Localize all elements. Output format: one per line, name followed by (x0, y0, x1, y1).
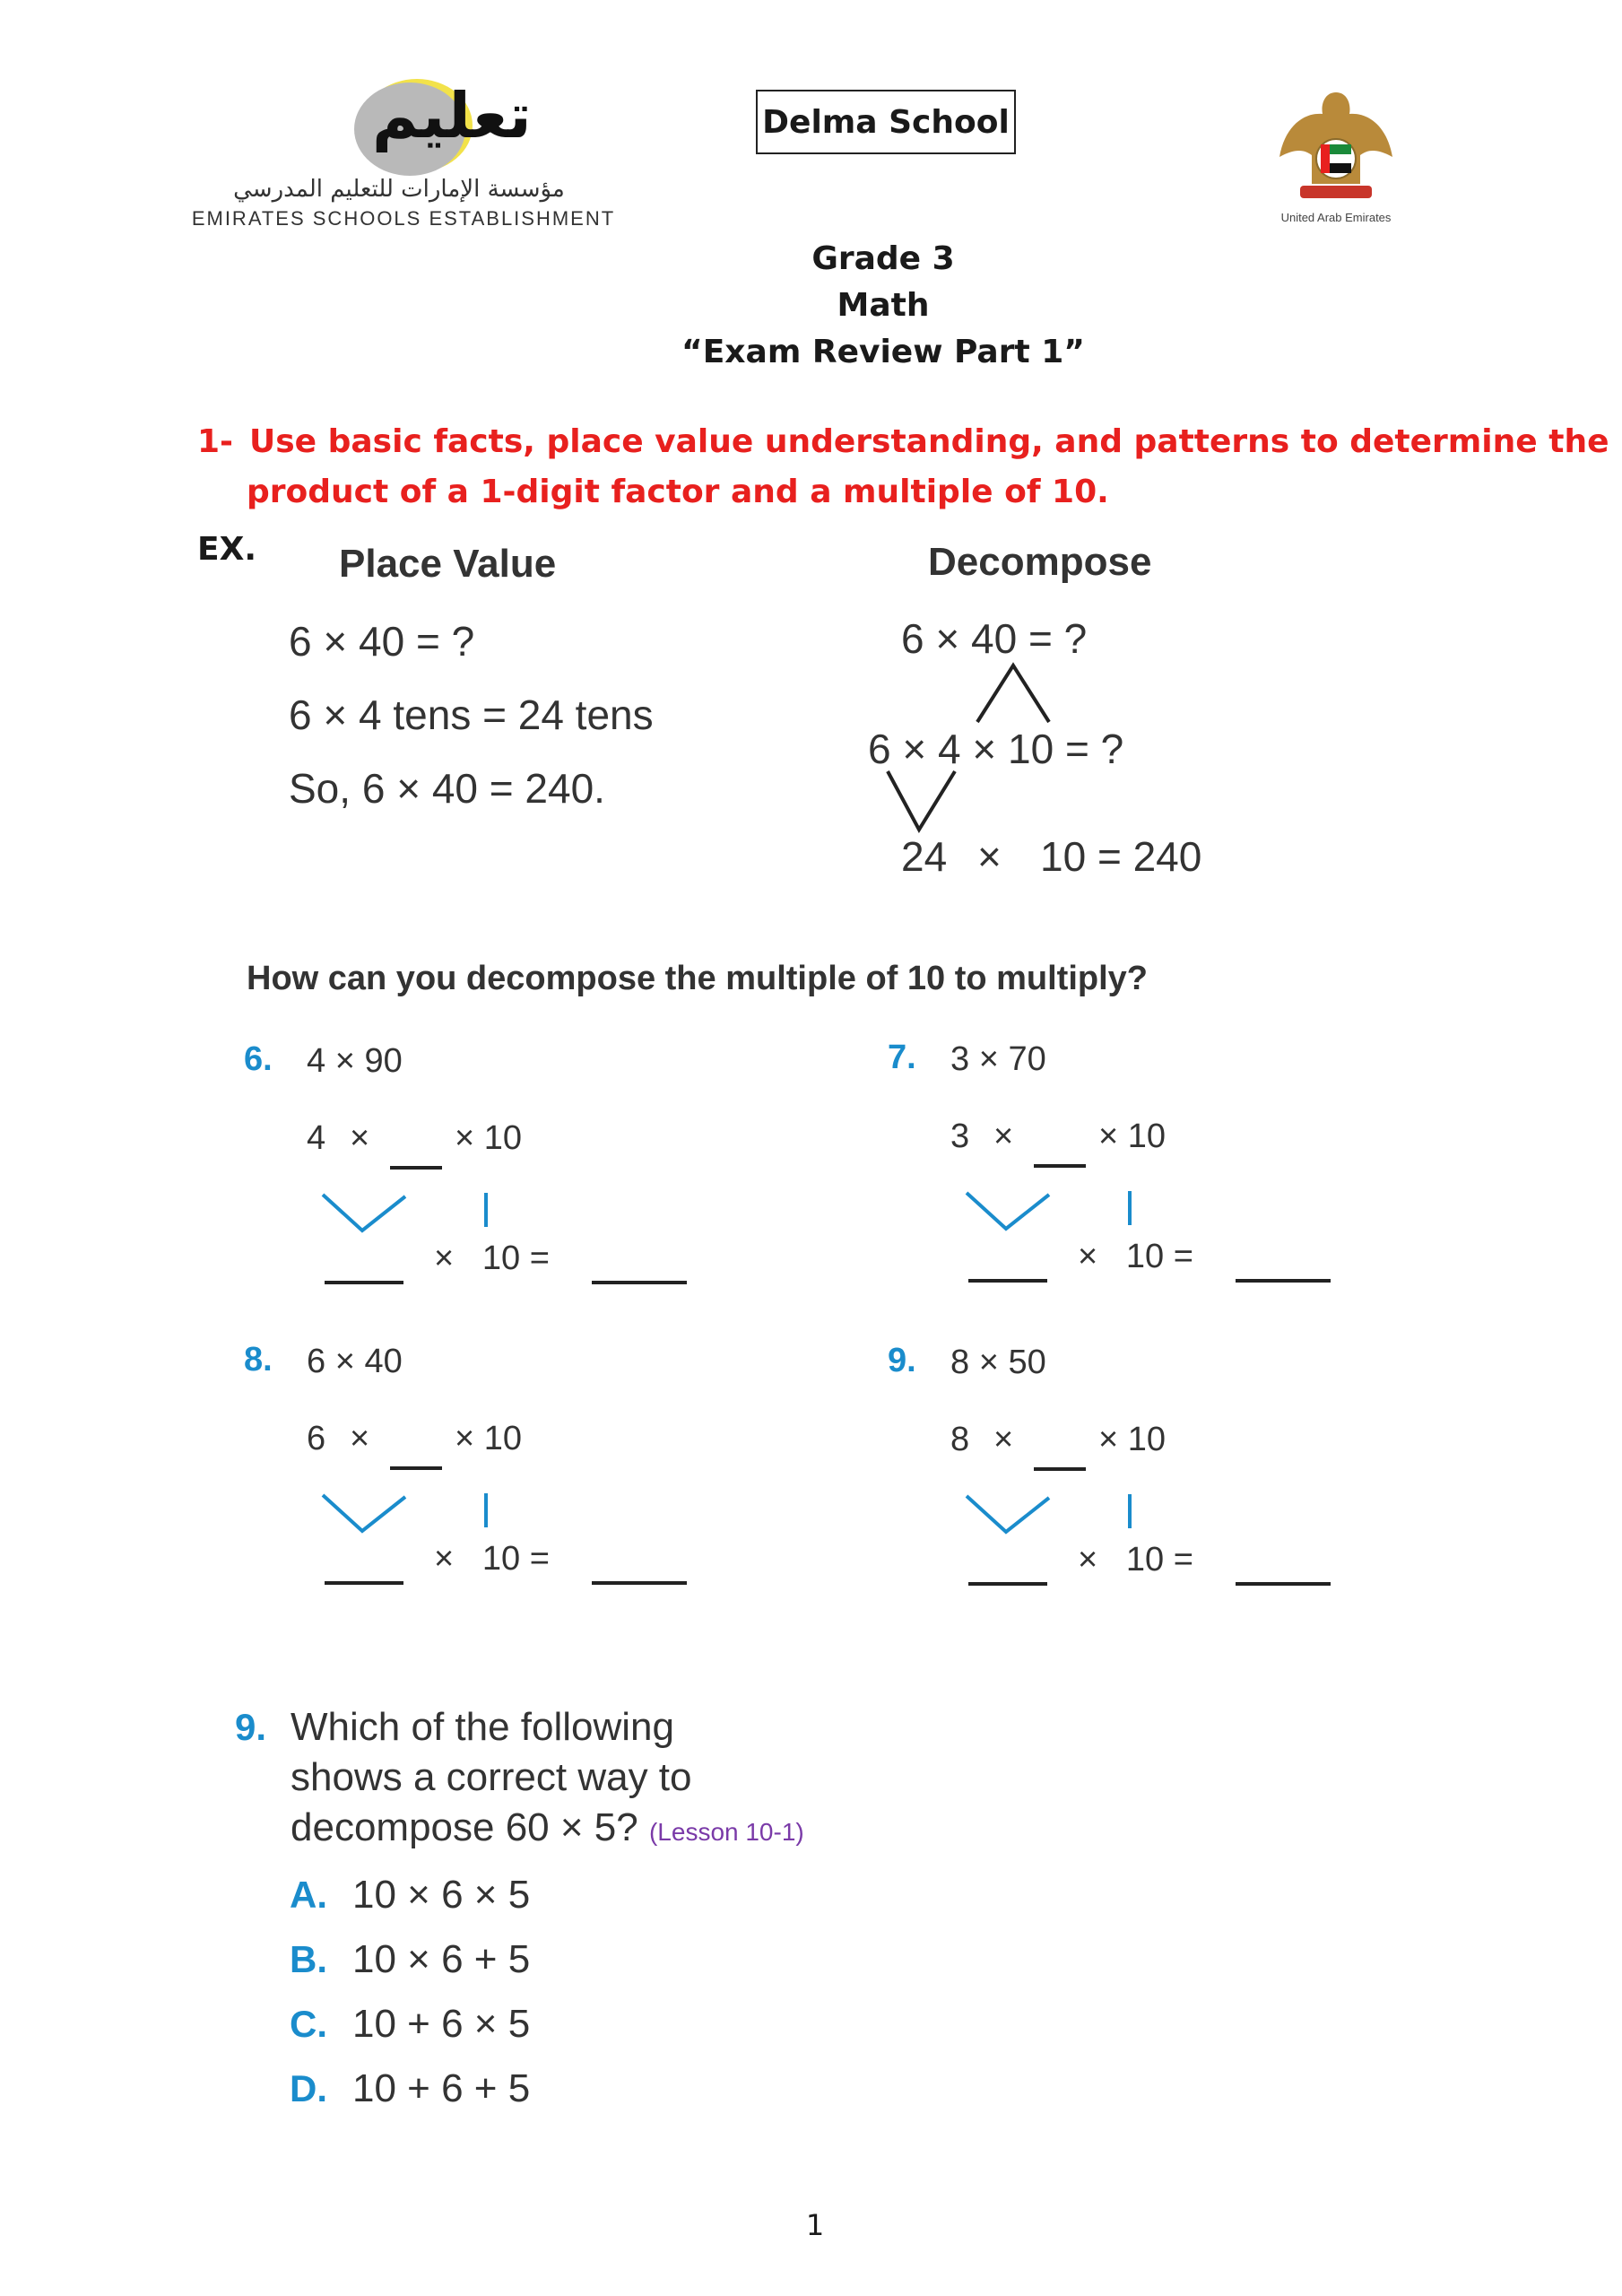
option-text: 10 + 6 × 5 (352, 2002, 531, 2046)
decompose-line-2: 6 × 4 × 10 = ? (868, 726, 1124, 772)
mcq-option-a[interactable] (290, 1873, 530, 1918)
problem-number: 8. (244, 1341, 273, 1378)
bottom-times-ten: × 10 = (434, 1239, 550, 1277)
decompose-line-3-left: 24 (901, 833, 948, 880)
answer-blank[interactable] (1236, 1279, 1331, 1283)
practice-prompt: How can you decompose the multiple of 10 to multiply? (247, 960, 1148, 997)
problem-expression: 3 × 70 (950, 1040, 1046, 1078)
bottom-times-ten: × 10 = (434, 1540, 550, 1578)
page-title: “Exam Review Part 1” (681, 334, 1085, 370)
lesson-reference: (Lesson 10-1) (648, 1818, 804, 1846)
decompose-times: × (993, 1118, 1014, 1155)
emblem-caption: United Arab Emirates (1280, 211, 1392, 224)
problem-expression: 8 × 50 (950, 1344, 1046, 1381)
problem-expression: 6 × 40 (307, 1343, 403, 1380)
tens-blank[interactable] (1034, 1467, 1086, 1471)
split-arrow (316, 1484, 495, 1547)
mcq-line-2: shows a correct way to (291, 1755, 692, 1799)
grade-line: Grade 3 (811, 240, 955, 277)
product-blank[interactable] (968, 1582, 1047, 1586)
mcq-option-c[interactable] (290, 2002, 530, 2047)
example-label: EX. (197, 531, 257, 568)
place-value-line-3: So, 6 × 40 = 240. (289, 765, 605, 812)
mcq-line-1: Which of the following (291, 1705, 674, 1749)
tens-blank[interactable] (1034, 1164, 1086, 1168)
logo-arabic-name: مؤسسة الإمارات للتعليم المدرسي (233, 176, 565, 203)
mcq-number: 9. (235, 1706, 267, 1748)
option-text: 10 + 6 + 5 (352, 2066, 531, 2110)
problem-9 (888, 1342, 1390, 1602)
falcon-emblem-icon (1269, 85, 1403, 206)
problem-number: 7. (888, 1039, 916, 1076)
school-name-box (756, 90, 1016, 154)
option-letter: C. (290, 2003, 327, 2045)
problem-number: 6. (244, 1040, 273, 1078)
times-ten: × 10 (1098, 1421, 1167, 1458)
times-ten: × 10 (1098, 1118, 1167, 1155)
objective-line-1: Use basic facts, place value understanding, and patterns to determine the (249, 423, 1609, 460)
option-text: 10 × 6 × 5 (352, 1873, 531, 1917)
uae-emblem (1269, 85, 1403, 229)
answer-blank[interactable] (592, 1281, 687, 1284)
split-arrow (959, 1182, 1139, 1245)
tens-blank[interactable] (390, 1466, 442, 1470)
decompose-line-1: 6 × 40 = ? (901, 615, 1088, 662)
decompose-heading: Decompose (928, 540, 1152, 584)
mcq-option-b[interactable] (290, 1937, 530, 1982)
decompose-factor: 6 (307, 1420, 326, 1457)
tens-blank[interactable] (390, 1166, 442, 1170)
answer-blank[interactable] (1236, 1582, 1331, 1586)
product-blank[interactable] (968, 1279, 1047, 1283)
times-ten: × 10 (455, 1420, 523, 1457)
ese-logo (188, 61, 628, 231)
product-blank[interactable] (325, 1581, 403, 1585)
problem-expression: 4 × 90 (307, 1042, 403, 1080)
page-number: 1 (805, 2208, 825, 2242)
logo-english-name: EMIRATES SCHOOLS ESTABLISHMENT (191, 207, 616, 230)
decompose-times: × (993, 1421, 1014, 1458)
subject-line: Math (837, 287, 930, 324)
answer-blank[interactable] (592, 1581, 687, 1585)
problem-7 (888, 1039, 1390, 1299)
split-arrow (959, 1485, 1139, 1548)
objective-number: 1- (197, 423, 233, 460)
objective-line-2: product of a 1-digit factor and a multiple of 10. (247, 474, 1109, 510)
bottom-times-ten: × 10 = (1078, 1541, 1193, 1578)
decompose-line-3-op: × (977, 833, 1002, 880)
bottom-times-ten: × 10 = (1078, 1238, 1193, 1275)
decompose-times: × (350, 1119, 370, 1157)
decompose-factor: 8 (950, 1421, 970, 1458)
option-letter: B. (290, 1938, 327, 1980)
option-text: 10 × 6 + 5 (352, 1937, 531, 1981)
problem-number: 9. (888, 1342, 916, 1379)
problem-6 (244, 1040, 746, 1300)
split-arrow (316, 1184, 495, 1247)
mcq-option-d[interactable] (290, 2066, 530, 2111)
option-letter: D. (290, 2067, 327, 2109)
product-blank[interactable] (325, 1281, 403, 1284)
place-value-heading: Place Value (339, 542, 557, 586)
times-ten: × 10 (455, 1119, 523, 1157)
decompose-factor: 3 (950, 1118, 970, 1155)
school-name: Delma School (762, 103, 1010, 141)
decompose-times: × (350, 1420, 370, 1457)
option-letter: A. (290, 1874, 327, 1916)
decompose-line-3-right: 10 = 240 (1040, 833, 1202, 880)
place-value-line-1: 6 × 40 = ? (289, 618, 475, 665)
mcq-line-3 (291, 1803, 804, 1857)
decompose-factor: 4 (307, 1119, 326, 1157)
mcq-line-3-text: decompose 60 × 5? (291, 1805, 638, 1849)
logo-arabic-mark: تعليم (372, 79, 532, 152)
problem-8 (244, 1341, 746, 1601)
place-value-line-2: 6 × 4 tens = 24 tens (289, 691, 654, 738)
